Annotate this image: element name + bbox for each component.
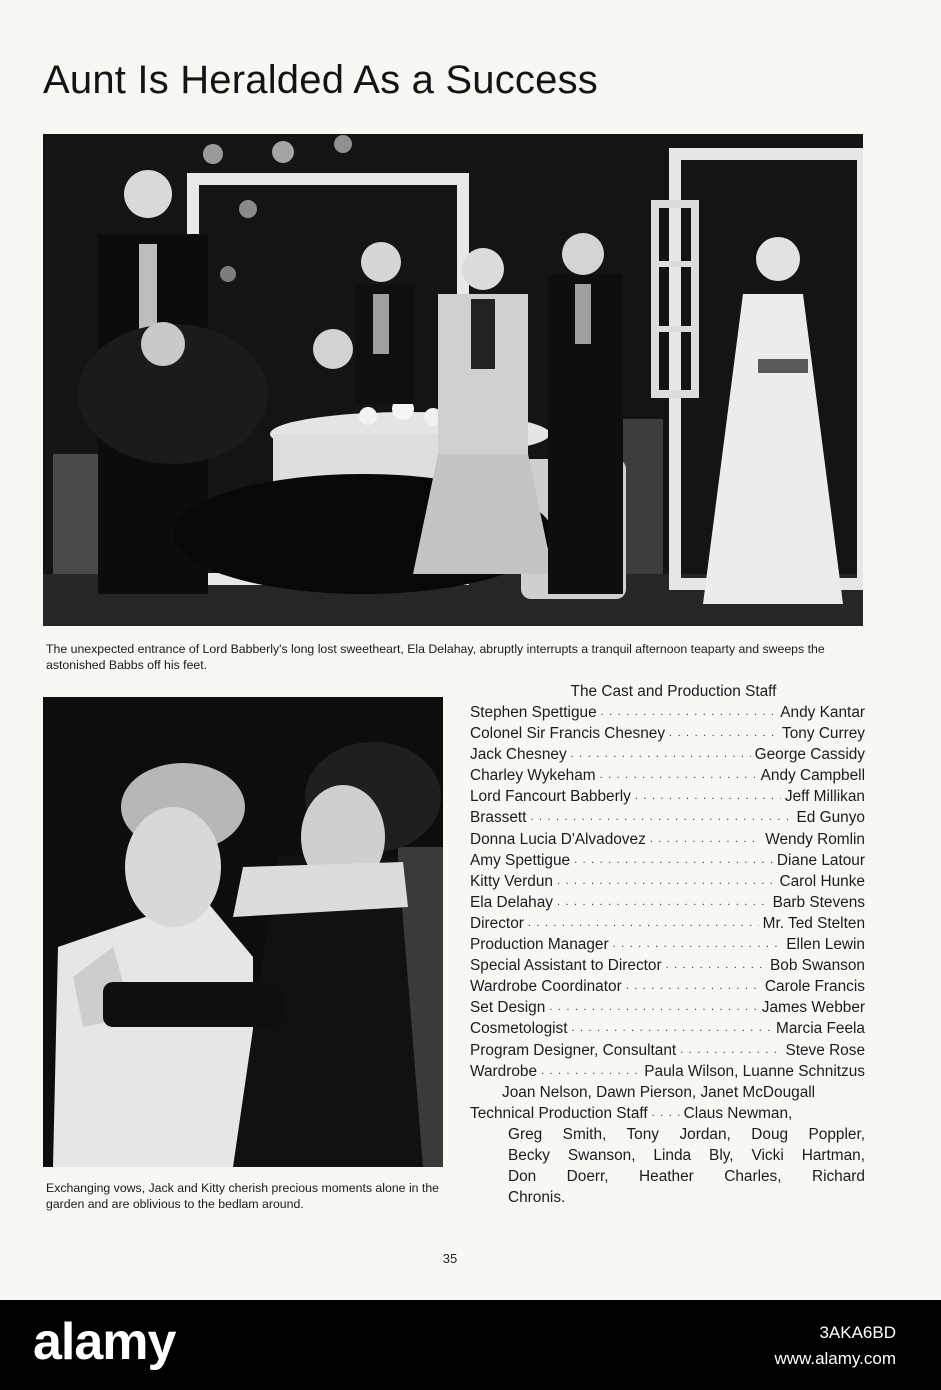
leader-dots — [601, 702, 777, 723]
technical-staff-row — [470, 1103, 865, 1124]
garden-embrace-illustration — [43, 697, 443, 1167]
cast-row — [470, 934, 865, 955]
cast-name: Carole Francis — [764, 978, 865, 996]
cast-row — [470, 1018, 865, 1039]
cast-name: Andy Kantar — [780, 704, 865, 721]
cast-role: Production Manager — [470, 936, 609, 954]
leader-dots — [530, 807, 792, 828]
leader-dots — [557, 871, 775, 892]
cast-row — [470, 786, 865, 807]
cast-role: Stephen Spettigue — [470, 704, 597, 721]
cast-row — [470, 807, 865, 828]
cast-name: George Cassidy — [754, 746, 865, 764]
cast-row — [470, 955, 865, 976]
cast-row — [470, 892, 865, 913]
leader-dots — [666, 955, 766, 976]
cast-name: Wendy Romlin — [765, 830, 865, 848]
cast-name: Steve Rose — [785, 1041, 865, 1059]
technical-staff-line: Don Doerr, Heather Charles, Richard — [508, 1168, 865, 1186]
cast-row — [470, 997, 865, 1018]
alamy-logo: alamy — [33, 1313, 176, 1371]
cast-row — [470, 723, 865, 744]
bottom-photo-caption: Exchanging vows, Jack and Kitty cherish precious moments alone in the garden and are oblivious to the bedlam around. — [46, 1181, 440, 1211]
cast-row — [470, 1040, 865, 1061]
leader-dots — [572, 1018, 773, 1039]
cast-row — [470, 829, 865, 850]
stage-teaparty-photo — [43, 134, 863, 626]
cast-list-title: The Cast and Production Staff — [570, 683, 777, 700]
technical-staff-line: Chronis. — [508, 1189, 566, 1207]
cast-role: Jack Chesney — [470, 746, 567, 764]
cast-row — [470, 913, 865, 934]
cast-role: Lord Fancourt Babberly — [470, 788, 631, 806]
leader-dots — [557, 892, 769, 913]
cast-role: Ela Delahay — [470, 893, 553, 911]
leader-dots — [635, 786, 781, 807]
cast-name: Tony Currey — [782, 725, 865, 743]
cast-row — [470, 871, 865, 892]
cast-role: Technical Production Staff — [470, 1104, 648, 1122]
cast-role: Director — [470, 914, 524, 932]
cast-row — [470, 744, 865, 765]
leader-dots — [669, 723, 778, 744]
stock-watermark-bar — [0, 1300, 941, 1390]
leader-dots — [626, 976, 761, 997]
cast-role: Program Designer, Consultant — [470, 1041, 677, 1059]
leader-dots — [571, 744, 751, 765]
technical-staff-line: Becky Swanson, Linda Bly, Vicki Hartman, — [508, 1146, 865, 1164]
cast-name: Carol Hunke — [779, 872, 865, 890]
cast-role: Wardrobe Coordinator — [470, 978, 622, 996]
cast-name: Jeff Millikan — [784, 788, 865, 806]
cast-name: Diane Latour — [776, 851, 865, 869]
leader-dots — [574, 850, 773, 871]
page-title: Aunt Is Heralded As a Success — [43, 58, 598, 102]
cast-role: Donna Lucia D'Alvadovez — [470, 830, 646, 848]
leader-dots — [549, 997, 757, 1018]
cast-list — [470, 681, 865, 1208]
cast-role: Brassett — [470, 809, 527, 827]
top-photo-caption: The unexpected entrance of Lord Babberly's long lost sweetheart, Ela Delahay, abruptly interrupts a tranquil afternoon teaparty and sweeps the astonished Babbs off his feet. — [46, 642, 825, 672]
cast-row — [470, 976, 865, 997]
technical-staff-line: Greg Smith, Tony Jordan, Doug Poppler, — [508, 1125, 865, 1143]
garden-embrace-photo — [43, 697, 443, 1167]
cast-name: Mr. Ted Stelten — [762, 914, 865, 932]
cast-role: Special Assistant to Director — [470, 957, 662, 975]
cast-row — [470, 702, 865, 723]
cast-name: Andy Campbell — [760, 767, 865, 785]
wardrobe-continued: Joan Nelson, Dawn Pierson, Janet McDougall — [502, 1083, 816, 1101]
leader-dots — [541, 1061, 640, 1082]
cast-role: Wardrobe — [470, 1062, 538, 1080]
cast-row — [470, 850, 865, 871]
cast-name: Ellen Lewin — [786, 936, 865, 954]
cast-role: Amy Spettigue — [470, 851, 571, 869]
cast-row — [470, 765, 865, 786]
leader-dots — [650, 829, 761, 850]
cast-role: Set Design — [470, 999, 546, 1017]
stage-teaparty-illustration — [43, 134, 863, 626]
cast-name: Marcia Feela — [776, 1020, 865, 1038]
cast-name: Claus Newman, — [683, 1104, 793, 1122]
leader-dots — [613, 934, 783, 955]
cast-name: Paula Wilson, Luanne Schnitzus — [644, 1062, 865, 1080]
watermark-info — [774, 1320, 896, 1372]
cast-role: Kitty Verdun — [470, 872, 553, 890]
leader-dots — [652, 1103, 680, 1124]
leader-dots — [528, 913, 759, 934]
leader-dots — [600, 765, 757, 786]
cast-name: Barb Stevens — [772, 893, 865, 911]
cast-role: Colonel Sir Francis Chesney — [470, 725, 666, 743]
leader-dots — [680, 1040, 781, 1061]
watermark-site: www.alamy.com — [774, 1349, 896, 1368]
image-id: 3AKA6BD — [819, 1323, 896, 1342]
cast-name: Ed Gunyo — [796, 809, 865, 827]
cast-row — [470, 1061, 865, 1082]
cast-role: Charley Wykeham — [470, 767, 596, 785]
cast-name: Bob Swanson — [770, 957, 865, 975]
page-number: 35 — [442, 1251, 458, 1266]
cast-name: James Webber — [761, 999, 865, 1017]
cast-role: Cosmetologist — [470, 1020, 568, 1038]
